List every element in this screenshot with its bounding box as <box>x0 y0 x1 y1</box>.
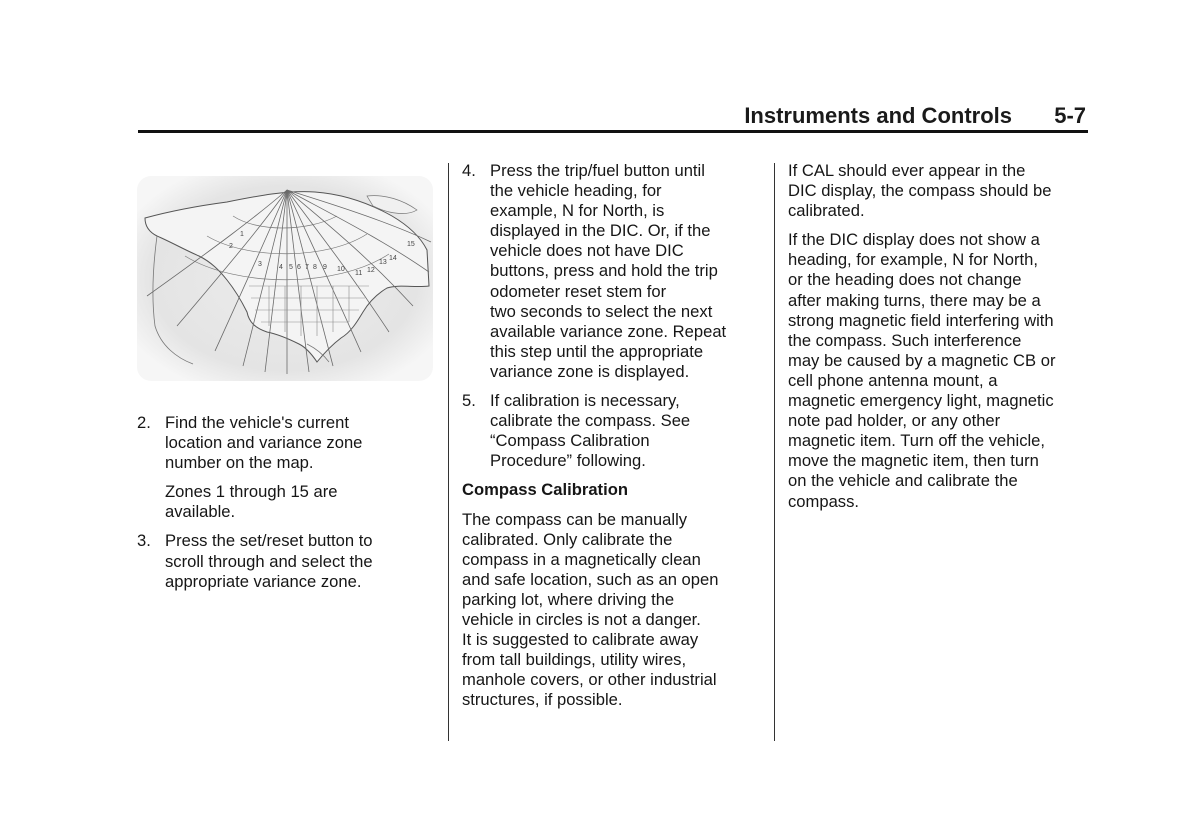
column-divider-left <box>448 163 449 741</box>
zones-note <box>137 482 407 522</box>
text-line: available variance zone. Repeat <box>490 321 727 341</box>
text-line: It is suggested to calibrate away <box>462 630 699 650</box>
text-line: location and variance zone <box>165 433 363 453</box>
cal-paragraph <box>788 161 1088 221</box>
text-line: vehicle does not have DIC <box>490 241 684 261</box>
text-line: move the magnetic item, then turn <box>788 451 1039 471</box>
list-number: 2. <box>137 413 151 432</box>
text-line: the compass. Such interference <box>788 330 1022 350</box>
zone-label-6: 6 <box>297 264 301 271</box>
zone-label-12: 12 <box>367 267 375 274</box>
zone-label-15: 15 <box>407 241 415 248</box>
section-title: Instruments and Controls <box>744 103 1012 128</box>
interference-paragraph <box>788 230 1088 511</box>
text-line: two seconds to select the next <box>490 301 713 321</box>
compass-calibration-heading: Compass Calibration <box>462 480 628 500</box>
text-line: cell phone antenna mount, a <box>788 370 998 390</box>
text-line: Find the vehicle's current <box>165 413 349 432</box>
text-line: odometer reset stem for <box>490 281 667 301</box>
text-line: compass in a magnetically clean <box>462 549 701 569</box>
text-line: compass. <box>788 491 860 511</box>
text-line: If calibration is necessary, <box>490 391 680 411</box>
zone-label-2: 2 <box>229 243 233 250</box>
text-line: on the vehicle and calibrate the <box>788 471 1018 491</box>
text-line: calibrate the compass. See <box>490 411 691 431</box>
list-item-3 <box>137 531 407 591</box>
zone-label-14: 14 <box>389 255 397 262</box>
text-line: Press the set/reset button to <box>165 531 373 551</box>
text-line: calibrated. Only calibrate the <box>462 529 673 549</box>
text-line: structures, if possible. <box>462 690 623 710</box>
list-item-2 <box>137 413 407 473</box>
text-line: strong magnetic field interfering with <box>788 310 1054 330</box>
column-1 <box>137 413 407 592</box>
text-line: If the DIC display does not show a <box>788 230 1040 250</box>
page-number: 5-7 <box>1054 103 1086 128</box>
text-line: after making turns, there may be a <box>788 290 1041 310</box>
zone-label-3: 3 <box>258 261 262 268</box>
text-line: appropriate variance zone. <box>165 571 362 591</box>
column-3 <box>788 161 1088 512</box>
column-2 <box>462 161 762 710</box>
text-line: Press the trip/fuel button until <box>490 161 705 180</box>
text-line: variance zone is displayed. <box>490 361 690 381</box>
header-rule <box>138 130 1088 133</box>
text-line: scroll through and select the <box>165 551 373 571</box>
zone-label-8: 8 <box>313 264 317 271</box>
text-line: the vehicle heading, for <box>490 181 662 201</box>
list-number: 5. <box>462 391 476 411</box>
text-line: example, N for North, is <box>490 201 665 221</box>
text-line: “Compass Calibration <box>490 431 650 451</box>
text-line: magnetic item. Turn off the vehicle, <box>788 431 1046 451</box>
text-line: buttons, press and hold the trip <box>490 261 718 281</box>
zone-label-13: 13 <box>379 259 387 266</box>
zone-label-5: 5 <box>289 264 293 271</box>
text-line: If CAL should ever appear in the <box>788 161 1026 180</box>
zone-label-10: 10 <box>337 266 345 273</box>
zone-label-7: 7 <box>305 264 309 271</box>
text-line: note pad holder, or any other <box>788 411 1001 431</box>
list-item-4 <box>462 161 762 382</box>
text-line: and safe location, such as an open <box>462 569 719 589</box>
zone-label-11: 11 <box>355 270 363 277</box>
text-line: this step until the appropriate <box>490 341 704 361</box>
zone-label-4: 4 <box>279 264 283 271</box>
variance-zone-map <box>137 176 433 381</box>
column-divider-right <box>774 163 775 741</box>
list-item-5 <box>462 391 762 471</box>
zone-label-1: 1 <box>240 231 244 238</box>
page-header <box>138 98 1088 130</box>
text-line: DIC display, the compass should be <box>788 181 1052 201</box>
calibration-paragraph <box>462 510 762 711</box>
text-line: Procedure” following. <box>490 451 646 471</box>
text-line: available. <box>165 502 236 522</box>
text-line: vehicle in circles is not a danger. <box>462 609 701 629</box>
text-line: calibrated. <box>788 201 865 221</box>
list-number: 3. <box>137 531 151 551</box>
text-line: Zones 1 through 15 are <box>165 482 338 502</box>
map-svg <box>137 176 433 381</box>
text-line: The compass can be manually <box>462 509 688 529</box>
zone-label-9: 9 <box>323 264 327 271</box>
text-line: displayed in the DIC. Or, if the <box>490 221 711 241</box>
text-line: parking lot, where driving the <box>462 589 675 609</box>
text-line: manhole covers, or other industrial <box>462 670 717 690</box>
text-line: heading, for example, N for North, <box>788 250 1038 270</box>
text-line: number on the map. <box>165 453 314 473</box>
text-line: from tall buildings, utility wires, <box>462 650 687 670</box>
text-line: magnetic emergency light, magnetic <box>788 391 1054 411</box>
text-line: or the heading does not change <box>788 270 1022 290</box>
list-number: 4. <box>462 161 476 180</box>
text-line: may be caused by a magnetic CB or <box>788 350 1056 370</box>
